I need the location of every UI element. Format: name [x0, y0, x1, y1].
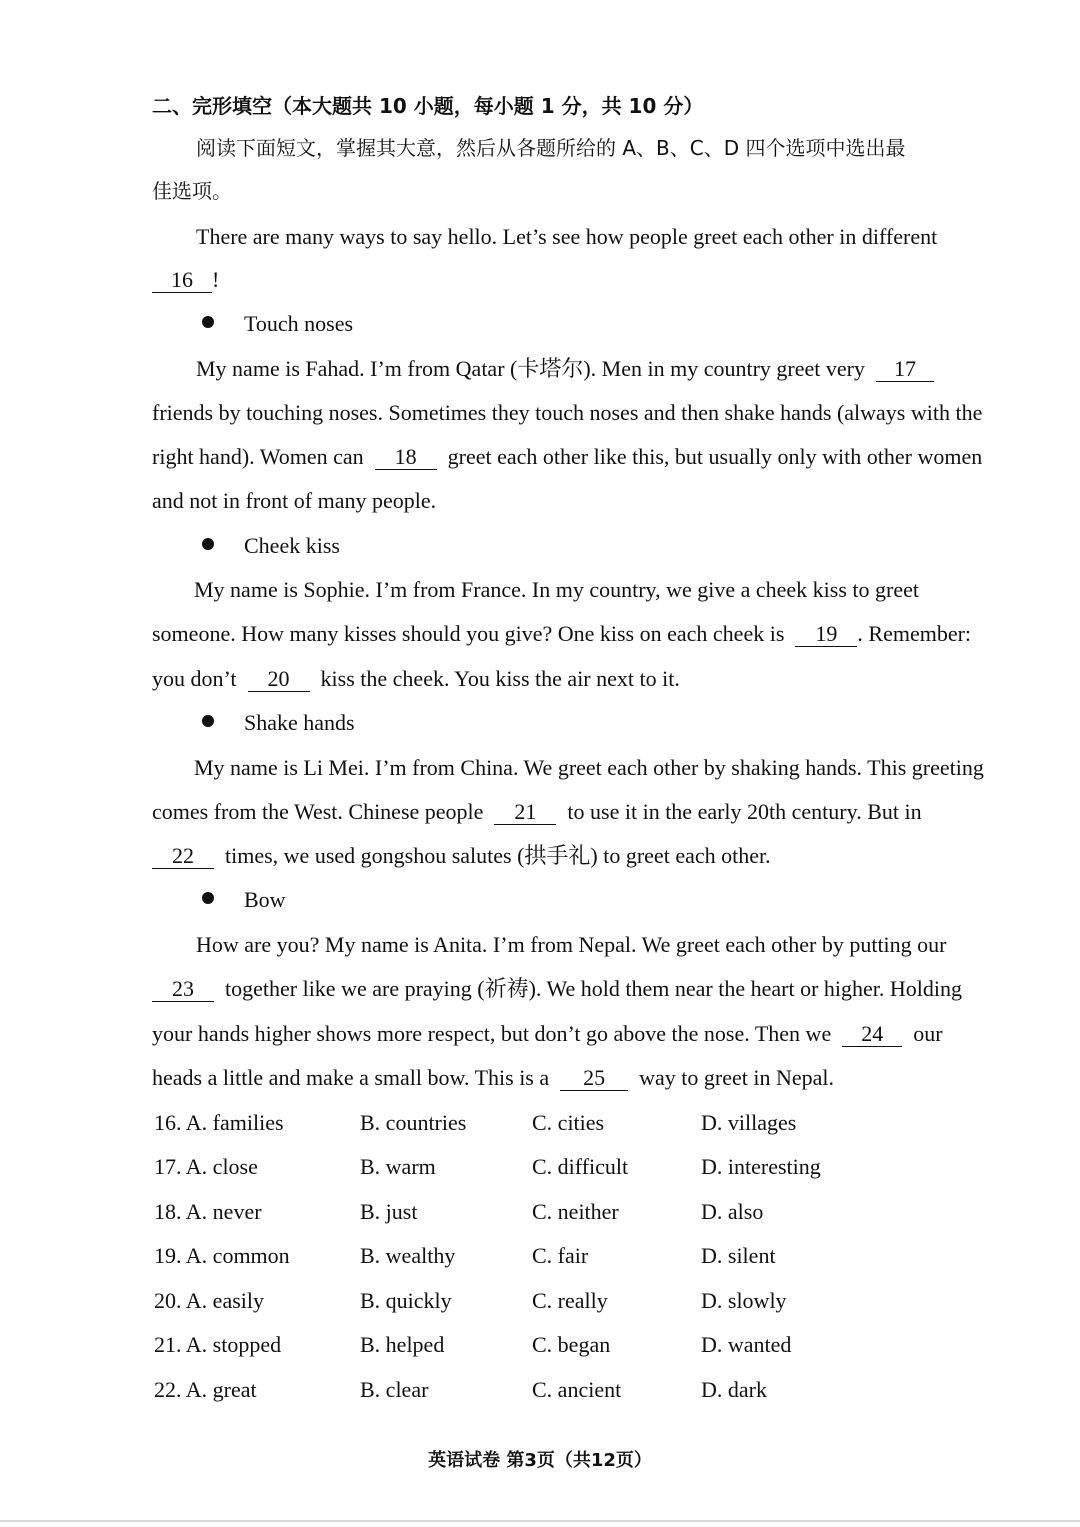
option-c: C. cities — [532, 1110, 605, 1135]
instruction-line-2: 佳选项。 — [152, 179, 232, 203]
bow-text: together like we are praying (祈祷). We hold them near the heart or higher. Holding — [225, 976, 963, 1001]
option-b: B. helped — [360, 1332, 445, 1357]
bullet-icon — [202, 538, 214, 550]
option-b: B. countries — [360, 1110, 467, 1135]
option-b: B. quickly — [360, 1288, 452, 1313]
blank-23: 23 — [152, 977, 214, 1002]
bow-line-4 — [152, 1063, 834, 1093]
heading-bow: Bow — [244, 887, 286, 912]
bow-line-1: How are you? My name is Anita. I’m from Nepal. We greet each other by putting our — [196, 932, 947, 957]
blank-25: 25 — [560, 1066, 628, 1091]
option-c: C. ancient — [532, 1377, 622, 1402]
bow-line-2 — [152, 974, 962, 1004]
shake-text: to use it in the early 20th century. But in — [567, 799, 922, 824]
option-d: D. dark — [701, 1377, 767, 1402]
blank-19: 19 — [795, 622, 857, 647]
shake-text: times, we used gongshou salutes (拱手礼) to greet each other. — [225, 843, 771, 868]
option-d: D. also — [701, 1199, 764, 1224]
touch-line-1 — [196, 354, 934, 384]
cheek-text: someone. How many kisses should you give? One kiss on each cheek is — [152, 621, 785, 646]
bullet-icon — [202, 715, 214, 727]
blank-24: 24 — [842, 1022, 902, 1047]
bow-line-3 — [152, 1019, 943, 1049]
shake-line-2 — [152, 797, 922, 827]
blank-18: 18 — [375, 445, 437, 470]
touch-line-4: and not in front of many people. — [152, 488, 437, 513]
option-a: 17. A. close — [154, 1154, 258, 1179]
cheek-line-2 — [152, 619, 971, 649]
option-a: 16. A. families — [154, 1110, 284, 1135]
section-title: 二、完形填空（本大题共 10 小题，每小题 1 分，共 10 分） — [152, 94, 704, 118]
cheek-text: kiss the cheek. You kiss the air next to it. — [320, 666, 680, 691]
option-c: C. began — [532, 1332, 611, 1357]
option-c: C. difficult — [532, 1154, 629, 1179]
heading-shake-hands: Shake hands — [244, 710, 355, 735]
option-c: C. fair — [532, 1243, 589, 1268]
touch-text: greet each other like this, but usually only with other women — [447, 444, 983, 469]
cheek-line-1: My name is Sophie. I’m from France. In my country, we give a cheek kiss to greet — [194, 577, 919, 602]
option-b: B. just — [360, 1199, 418, 1224]
heading-cheek-kiss: Cheek kiss — [244, 533, 340, 558]
bow-text: way to greet in Nepal. — [639, 1065, 835, 1090]
shake-line-3 — [152, 841, 771, 871]
bow-text: your hands higher shows more respect, but don’t go above the nose. Then we — [152, 1021, 832, 1046]
touch-text: My name is Fahad. I’m from Qatar (卡塔尔). Men in my country greet very — [196, 356, 865, 381]
bullet-icon — [202, 892, 214, 904]
blank-16: 16 — [152, 268, 212, 293]
touch-text: right hand). Women can — [152, 444, 364, 469]
cheek-line-3 — [152, 664, 680, 694]
option-d: D. villages — [701, 1110, 797, 1135]
option-d: D. interesting — [701, 1154, 821, 1179]
instruction-line-1: 阅读下面短文，掌握其大意，然后从各题所给的 A、B、C、D 四个选项中选出最 — [196, 136, 906, 160]
cheek-text: . Remember: — [857, 621, 972, 646]
blank-20: 20 — [248, 667, 310, 692]
option-a: 18. A. never — [154, 1199, 262, 1224]
option-a: 19. A. common — [154, 1243, 290, 1268]
touch-line-2: friends by touching noses. Sometimes they touch noses and then shake hands (always with the — [152, 400, 983, 425]
touch-line-3 — [152, 442, 982, 472]
option-d: D. silent — [701, 1243, 776, 1268]
blank-17: 17 — [876, 357, 934, 382]
blank-21: 21 — [494, 800, 556, 825]
bow-text: our — [913, 1021, 943, 1046]
shake-line-1: My name is Li Mei. I’m from China. We greet each other by shaking hands. This greeting — [194, 755, 984, 780]
shake-text: comes from the West. Chinese people — [152, 799, 484, 824]
page-footer: 英语试卷 第3页（共12页） — [428, 1450, 652, 1471]
option-a: 21. A. stopped — [154, 1332, 282, 1357]
blank-22: 22 — [152, 844, 214, 869]
option-c: C. really — [532, 1288, 608, 1313]
intro-line-2 — [152, 265, 219, 295]
option-a: 22. A. great — [154, 1377, 257, 1402]
option-b: B. clear — [360, 1377, 429, 1402]
bow-text: heads a little and make a small bow. This is a — [152, 1065, 550, 1090]
bullet-icon — [202, 316, 214, 328]
option-a: 20. A. easily — [154, 1288, 264, 1313]
intro-line-1: There are many ways to say hello. Let’s see how people greet each other in different — [196, 224, 938, 249]
intro-end: ! — [212, 267, 220, 292]
option-d: D. wanted — [701, 1332, 792, 1357]
option-c: C. neither — [532, 1199, 619, 1224]
cheek-text: you don’t — [152, 666, 237, 691]
option-b: B. warm — [360, 1154, 436, 1179]
bottom-divider — [0, 1520, 1080, 1522]
heading-touch-noses: Touch noses — [244, 311, 354, 336]
option-d: D. slowly — [701, 1288, 787, 1313]
option-b: B. wealthy — [360, 1243, 456, 1268]
